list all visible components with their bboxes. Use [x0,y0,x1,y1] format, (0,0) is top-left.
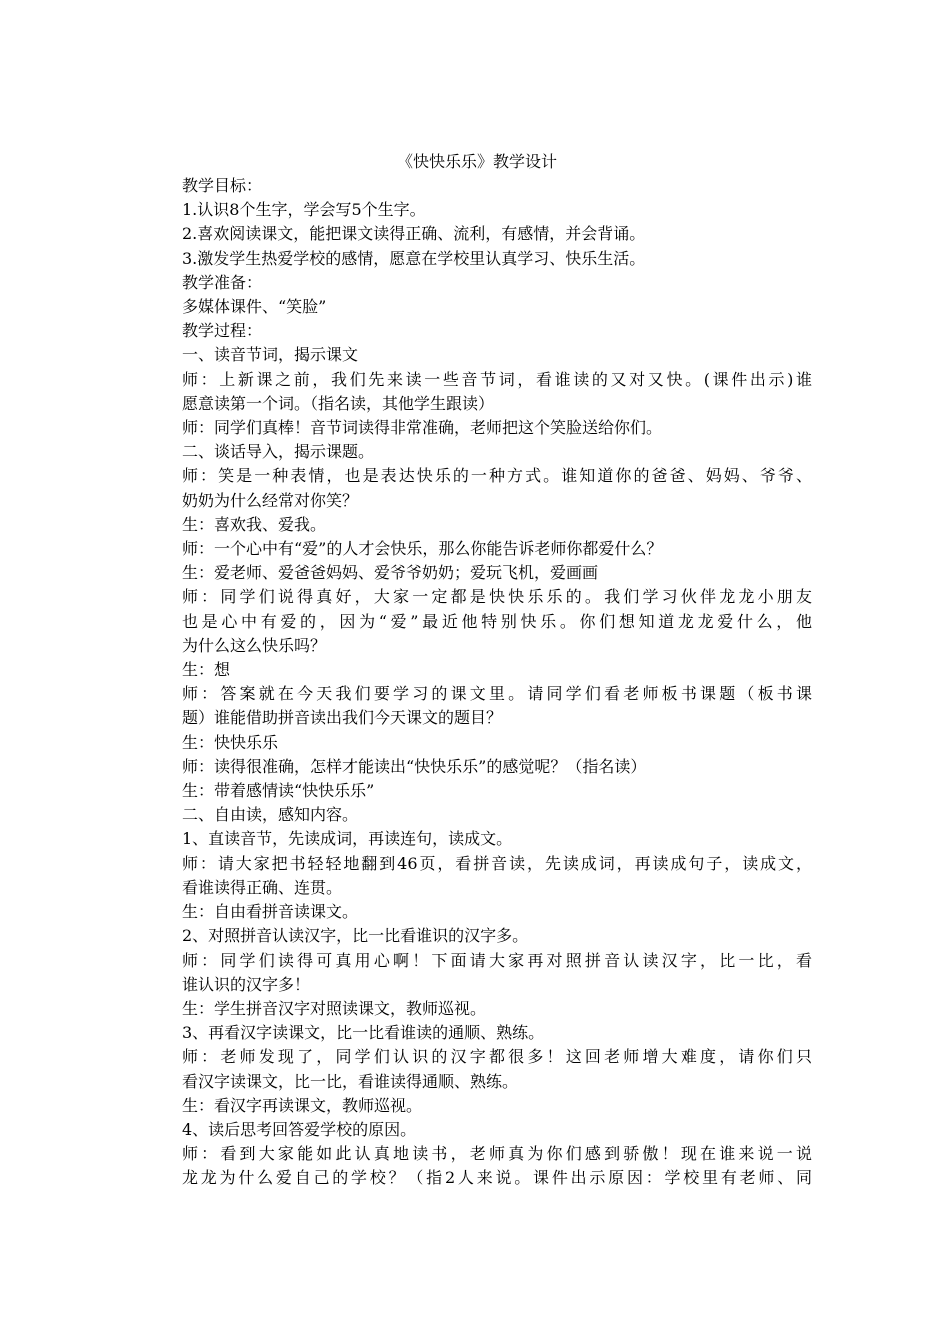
document-line: 生：喜欢我、爱我。 [182,514,327,534]
document-line: 看谁读得正确、连贯。 [182,877,343,897]
document-line: 多媒体课件、“笑脸” [182,297,327,317]
document-line: 生：快快乐乐 [182,732,279,752]
document-line: 3、再看汉字读课文，比一比看谁读的通顺、熟练。 [182,1023,545,1043]
document-line: 生：看汉字再读课文，教师巡视。 [182,1095,423,1115]
document-page [182,150,812,1191]
document-line: 师：老师发现了，同学们认识的汉字都很多！这回老师增大难度，请你们只 [182,1047,812,1067]
document-line: 2、对照拼音认读汉字，比一比看谁识的汉字多。 [182,926,529,946]
document-line: 生：带着感情读“快快乐乐” [182,781,375,801]
document-line: 师：同学们真棒！音节词读得非常准确，老师把这个笑脸送给你们。 [182,418,663,438]
document-line: 2.喜欢阅读课文，能把课文读得正确、流利，有感情，并会背诵。 [182,224,646,244]
document-line: 师：笑是一种表情，也是表达快乐的一种方式。谁知道你的爸爸、妈妈、爷爷、 [182,466,812,486]
document-line: 师：同学们说得真好，大家一定都是快快乐乐的。我们学习伙伴龙龙小朋友 [182,587,812,607]
document-line: 龙龙为什么爱自己的学校？（指2人来说。课件出示原因：学校里有老师、同 [182,1168,812,1188]
document-line: 师：请大家把书轻轻地翻到46页，看拼音读，先读成词，再读成句子，读成文， [182,853,812,873]
document-line: 也是心中有爱的，因为“爱”最近他特别快乐。你们想知道龙龙爱什么，他 [182,611,812,631]
document-title: 《快快乐乐》教学设计 [396,152,557,171]
document-line: 生：想 [182,660,231,680]
document-line: 一、读音节词，揭示课文 [182,345,359,365]
document-line: 4、读后思考回答爱学校的原因。 [182,1119,417,1139]
document-line: 题）谁能借助拼音读出我们今天课文的题目？ [182,708,503,728]
document-line: 奶奶为什么经常对你笑？ [182,490,359,510]
document-line: 教学准备： [182,272,263,292]
document-line: 师：上新课之前，我们先来读一些音节词，看谁读的又对又快。(课件出示)谁 [182,369,812,389]
document-body [182,174,812,1191]
document-line: 为什么这么快乐吗？ [182,635,327,655]
document-line: 师：一个心中有“爱”的人才会快乐，那么你能告诉老师你都爱什么？ [182,539,663,559]
document-line: 师：答案就在今天我们要学习的课文里。请同学们看老师板书课题（板书课 [182,684,812,704]
document-line: 愿意读第一个词。（指名读，其他学生跟读） [182,393,495,413]
document-line: 二、谈话导入，揭示课题。 [182,442,375,462]
document-line: 师：看到大家能如此认真地读书，老师真为你们感到骄傲！现在谁来说一说 [182,1144,812,1164]
document-line: 1、直读音节，先读成词，再读连句，读成文。 [182,829,513,849]
document-line: 谁认识的汉字多！ [182,974,311,994]
document-line: 生：爱老师、爱爸爸妈妈、爱爷爷奶奶；爱玩飞机，爱画画 [182,563,599,583]
document-line: 师：同学们读得可真用心啊！下面请大家再对照拼音认读汉字，比一比，看 [182,950,812,970]
document-line: 生：学生拼音汉字对照读课文，教师巡视。 [182,998,487,1018]
document-line: 1.认识8个生字，学会写5个生字。 [182,200,426,220]
document-line: 师：读得很准确，怎样才能读出“快快乐乐”的感觉呢？（指名读） [182,756,647,776]
document-line: 二、自由读，感知内容。 [182,805,359,825]
document-line: 教学目标： [182,176,263,195]
document-line: 看汉字读课文，比一比，看谁读得通顺、熟练。 [182,1071,519,1091]
document-line: 3.激发学生热爱学校的感情，愿意在学校里认真学习、快乐生活。 [182,248,646,268]
document-line: 生：自由看拼音读课文。 [182,902,359,922]
document-line: 教学过程： [182,321,263,341]
